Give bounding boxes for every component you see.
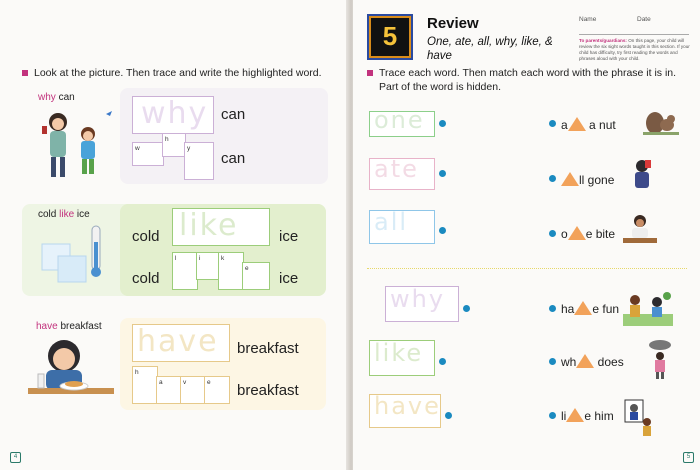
badge-number: 5 [382,21,398,51]
match-phrase-4 [561,299,619,316]
girl-breakfast-picture [28,334,118,408]
match-phrase-1 [561,115,616,132]
left-page-number: 4 [10,452,21,463]
like-trace-box [172,208,270,246]
phrase-visible-pre: a [561,118,568,132]
like-letter-box-3[interactable] [218,252,244,290]
match-dot-right-5[interactable] [549,358,556,365]
trace-word-why: why [390,285,446,313]
why-phrase-1: can [221,106,246,123]
trace-word-like: like [374,339,424,367]
hidden-letter-triangle [574,301,592,315]
review-badge [369,16,411,58]
like-phrase-before-2: cold [132,270,160,287]
why-phrase-2: can [221,150,246,167]
letter-hint: y [187,145,191,152]
trace-box-have [369,394,441,428]
mother-child-picture [36,104,116,182]
parent-note-text: On this page, your child will review the six sight words taught in this section. If your child has difficulty, try first reading the words and phrases aloud with your child. [579,38,690,61]
trace-word-one: one [374,106,425,134]
like-letter-box-1[interactable] [172,252,201,290]
phrase-visible-post: does [594,355,624,369]
have-phrase-2: breakfast [237,382,299,399]
hidden-letter-triangle [566,408,584,422]
date-label: Date [637,16,651,23]
name-label: Name [579,16,597,23]
section-have-label [36,321,102,332]
have-trace-box [132,324,230,362]
phrase-visible-pre: wh [561,355,577,369]
review-subtitle-2: have [427,50,452,62]
left-instruction [22,66,322,80]
right-page [353,0,700,470]
section-like-label [38,209,90,220]
boy-bite-picture [623,212,657,244]
like-letter-box-2[interactable] [196,252,220,280]
label-rest: breakfast [57,321,102,332]
letter-hint: h [135,369,139,376]
girl-rain-picture [648,340,672,380]
why-letter-box-1[interactable] [132,142,164,166]
letter-hint: w [135,145,140,152]
kids-playing-picture [623,288,673,326]
like-phrase-before-1: cold [132,228,160,245]
trace-box-why [385,286,459,322]
letter-hint: v [183,379,187,386]
hidden-letter-triangle [568,226,586,240]
have-letter-box-2[interactable] [156,376,182,404]
boy-all-gone-picture [631,158,653,190]
right-instruction-text-1: Trace each word. Then match each word with the phrase it is in. [379,67,677,79]
label-highlight: like [59,209,75,220]
like-phrase-after-1: ice [279,228,299,245]
squirrel-picture [643,107,679,135]
left-instruction-text: Look at the picture. Then trace and write the highlighted word. [34,67,322,79]
match-phrase-6 [561,406,614,423]
right-page-number: 5 [683,452,694,463]
letter-hint: e [245,265,249,272]
label-rest: ice [74,209,90,220]
phrase-visible-post: ll gone [579,173,615,187]
phrase-visible-post: e bite [585,227,616,241]
like-trace-word: like [179,208,239,243]
bullet-icon [22,70,28,76]
match-dot-left-5[interactable] [439,358,446,365]
why-letter-box-3[interactable] [184,142,214,180]
boy-frame-picture [623,398,653,438]
letter-hint: i [199,255,201,262]
hidden-letter-triangle [561,172,579,186]
label-highlight: have [36,321,58,332]
phrase-visible-post: e fun [592,302,620,316]
match-dot-right-4[interactable] [549,305,556,312]
parent-note [579,38,691,62]
trace-box-like [369,340,435,376]
have-letter-box-1[interactable] [132,366,158,404]
match-phrase-2 [561,170,614,187]
match-dot-right-1[interactable] [549,120,556,127]
have-letter-box-4[interactable] [204,376,230,404]
letter-hint: e [207,379,211,386]
why-trace-box [132,96,214,134]
phrase-visible-post: a nut [585,118,616,132]
match-phrase-3 [561,224,615,241]
trace-box-all [369,210,435,244]
review-subtitle-1: One, ate, all, why, like, & [427,36,553,48]
hidden-letter-triangle [576,354,594,368]
trace-word-have: have [374,392,441,420]
why-letter-box-2[interactable] [162,133,186,157]
bullet-icon [367,70,373,76]
letter-hint: h [165,136,169,143]
letter-hint: k [221,255,225,262]
phrase-visible-post: e him [584,409,614,423]
label-highlight: why [38,92,56,103]
like-letter-box-4[interactable] [242,262,270,290]
like-phrase-after-2: ice [279,270,299,287]
why-trace-word: why [141,96,209,131]
name-date-line[interactable] [579,34,689,35]
hidden-letter-triangle [568,117,586,131]
match-dot-left-2[interactable] [439,170,446,177]
match-phrase-5 [561,352,624,369]
letter-hint: a [159,379,163,386]
trace-box-ate [369,155,435,190]
ice-thermometer-picture [36,222,108,288]
match-dot-right-2[interactable] [549,175,556,182]
trace-word-all: all [374,208,409,236]
left-page [0,0,349,470]
phrase-visible-pre: o [561,227,568,241]
right-instruction-2: Part of the word is hidden. [379,81,501,93]
match-dot-left-3[interactable] [439,227,446,234]
match-dot-left-4[interactable] [463,305,470,312]
match-dot-right-6[interactable] [549,412,556,419]
label-pre: cold [38,209,60,220]
review-title: Review [427,15,479,32]
match-dot-right-3[interactable] [549,230,556,237]
have-phrase-1: breakfast [237,340,299,357]
phrase-visible-pre: li [561,409,567,423]
match-dot-left-6[interactable] [445,412,452,419]
match-dot-left-1[interactable] [439,120,446,127]
trace-box-one [369,106,435,137]
trace-word-ate: ate [374,155,419,183]
section-why-label [38,92,75,103]
parent-note-title: To parents/guardians: [579,38,627,43]
phrase-visible-pre: ha [561,302,575,316]
right-instruction-1 [367,66,676,80]
letter-hint: l [175,255,177,262]
have-letter-box-3[interactable] [180,376,206,404]
have-trace-word: have [137,324,219,359]
label-rest: can [55,92,75,103]
section-divider [367,268,687,269]
